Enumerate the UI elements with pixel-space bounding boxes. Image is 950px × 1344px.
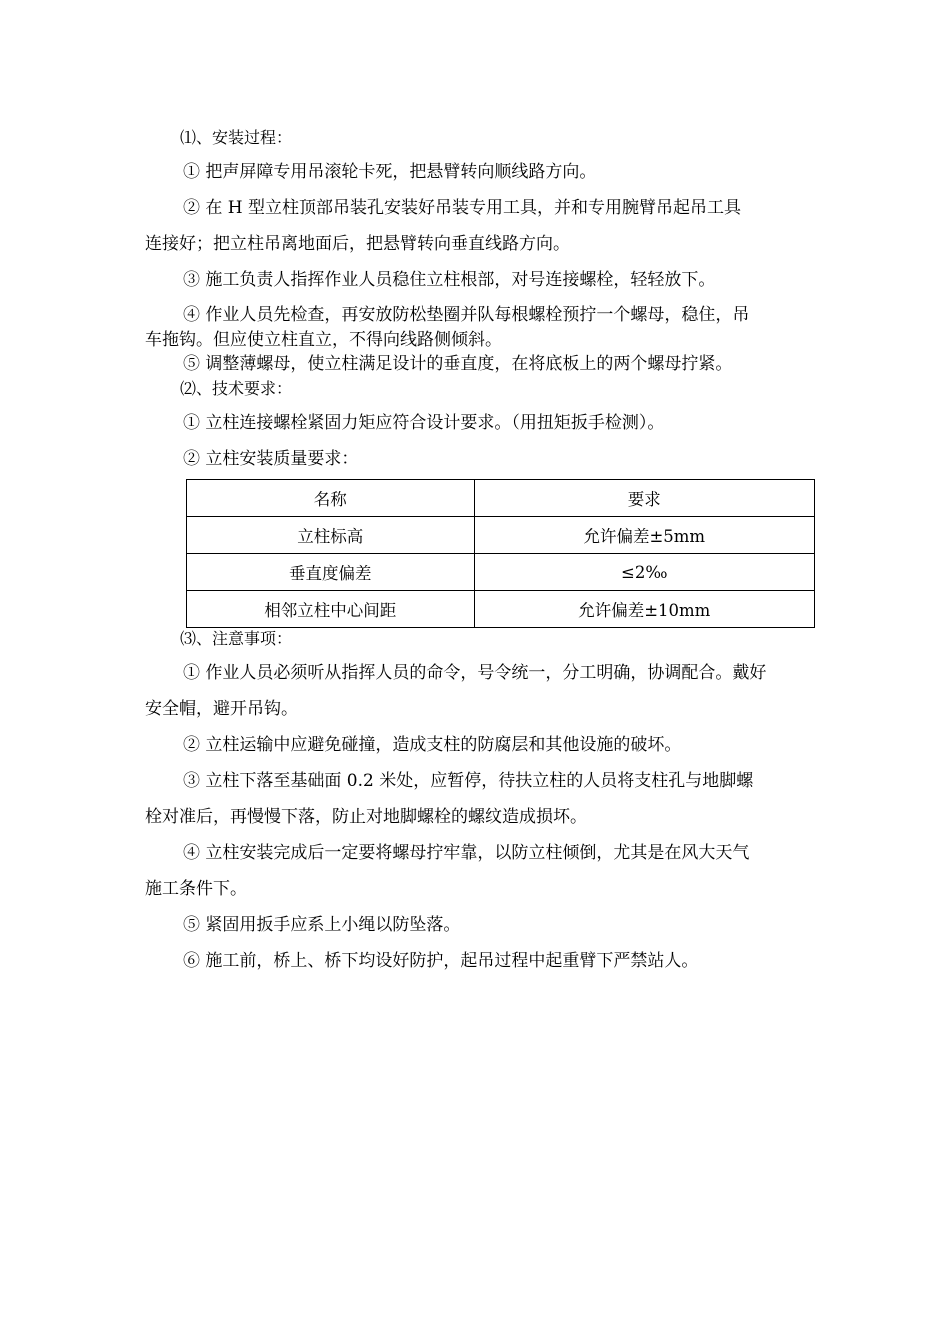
install-step-3: ③ 施工负责人指挥作业人员稳住立柱根部，对号连接螺栓，轻轻放下。 xyxy=(183,270,716,290)
tech-item-1: ① 立柱连接螺栓紧固力矩应符合设计要求。（用扭矩扳手检测）。 xyxy=(183,413,665,433)
note-item-5: ⑤ 紧固用扳手应系上小绳以防坠落。 xyxy=(183,915,461,935)
section1-heading: ⑴、安装过程： xyxy=(180,128,293,147)
note-item-1-cont: 安全帽，避开吊钩。 xyxy=(145,699,298,719)
table-cell-requirement: 允许偏差±10mm xyxy=(474,591,815,628)
install-step-1: ① 把声屏障专用吊滚轮卡死，把悬臂转向顺线路方向。 xyxy=(183,162,597,182)
table-row xyxy=(187,517,815,554)
install-step-5: ⑤ 调整薄螺母，使立柱满足设计的垂直度，在将底板上的两个螺母拧紧。 xyxy=(183,354,733,374)
section2-heading: ⑵、技术要求： xyxy=(180,379,293,398)
section3-heading: ⑶、注意事项： xyxy=(180,629,293,648)
table-header-requirement: 要求 xyxy=(474,480,815,517)
note-item-6: ⑥ 施工前，桥上、桥下均设好防护，起吊过程中起重臂下严禁站人。 xyxy=(183,951,699,971)
note-item-4-cont: 施工条件下。 xyxy=(145,879,247,899)
quality-requirements-table xyxy=(186,479,815,628)
tech-item-2: ② 立柱安装质量要求： xyxy=(183,449,359,469)
note-item-3: ③ 立柱下落至基础面 0.2 米处，应暂停，待扶立柱的人员将支柱孔与地脚螺 xyxy=(183,771,754,791)
note-item-2: ② 立柱运输中应避免碰撞，造成支柱的防腐层和其他设施的破坏。 xyxy=(183,735,682,755)
table-cell-name: 立柱标高 xyxy=(187,517,475,554)
install-step-2: ② 在 H 型立柱顶部吊装孔安装好吊装专用工具，并和专用腕臂吊起吊工具 xyxy=(183,198,742,218)
install-step-2-cont: 连接好；把立柱吊离地面后，把悬臂转向垂直线路方向。 xyxy=(145,234,570,254)
note-item-3-cont: 栓对准后，再慢慢下落，防止对地脚螺栓的螺纹造成损坏。 xyxy=(145,807,587,827)
table-cell-requirement: 允许偏差±5mm xyxy=(474,517,815,554)
install-step-4-cont: 车拖钩。但应使立柱直立，不得向线路侧倾斜。 xyxy=(145,330,502,350)
note-item-4: ④ 立柱安装完成后一定要将螺母拧牢靠，以防立柱倾倒，尤其是在风大天气 xyxy=(183,843,750,863)
note-item-1: ① 作业人员必须听从指挥人员的命令，号令统一，分工明确，协调配合。戴好 xyxy=(183,663,767,683)
install-step-4: ④ 作业人员先检查，再安放防松垫圈并队每根螺栓预拧一个螺母，稳住，吊 xyxy=(183,305,750,325)
table-header-row xyxy=(187,480,815,517)
table-row xyxy=(187,554,815,591)
table-cell-name: 相邻立柱中心间距 xyxy=(187,591,475,628)
table-cell-requirement: ≤2‰ xyxy=(474,554,815,591)
table-row xyxy=(187,591,815,628)
table-header-name: 名称 xyxy=(187,480,475,517)
table-cell-name: 垂直度偏差 xyxy=(187,554,475,591)
